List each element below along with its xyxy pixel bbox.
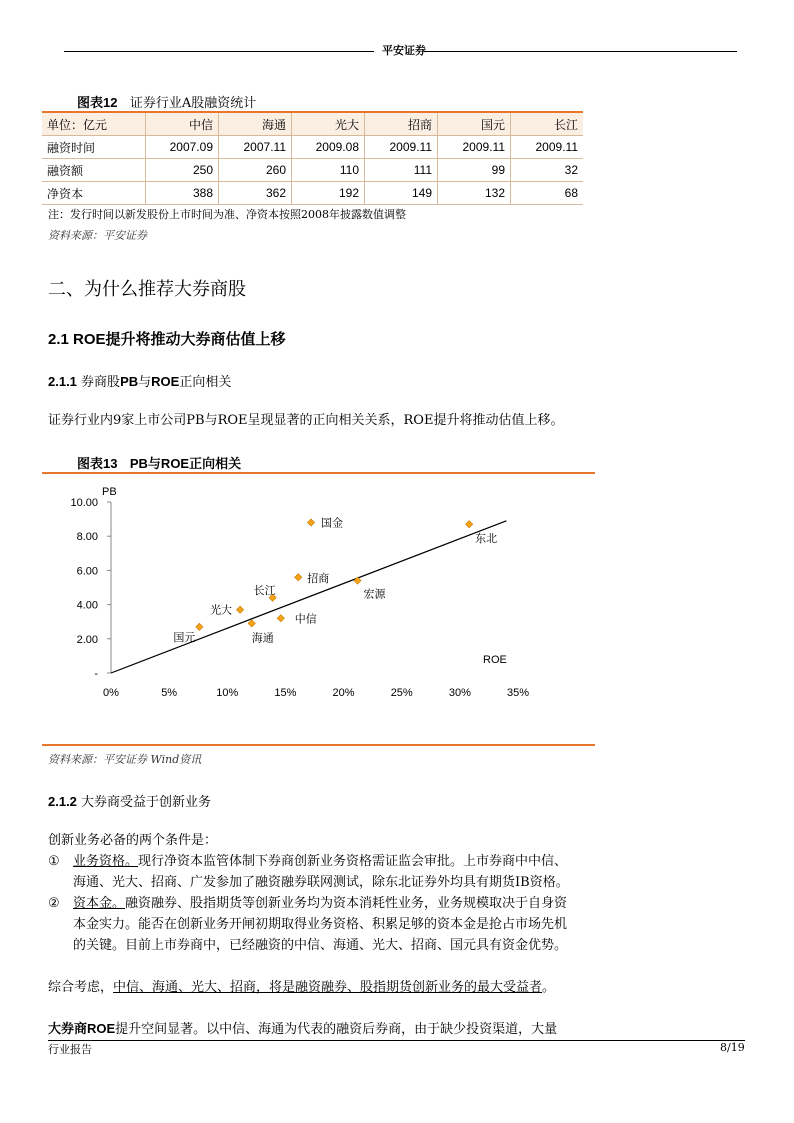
last-paragraph (48, 1018, 557, 1040)
x-tick-label: 10% (216, 687, 239, 699)
trend-line (111, 521, 506, 673)
table-row (42, 136, 583, 159)
table-cell: 192 (292, 182, 365, 205)
x-tick-label: 0% (103, 687, 119, 699)
data-label: 光大 (210, 603, 233, 617)
chart-top-rule (42, 472, 595, 474)
table-cell: 融资额 (42, 159, 146, 182)
table-cell: 净资本 (42, 182, 146, 205)
x-tick-label: 30% (448, 687, 471, 699)
table-source: 资料来源：平安证券 (48, 229, 147, 242)
header-rule-left (64, 51, 374, 52)
data-label: 中信 (294, 612, 317, 626)
chart-source: 资料来源：平安证券 Wind资讯 (48, 753, 202, 766)
table-cell: 260 (219, 159, 292, 182)
list-item-text: 现行净资本监管体制下券商创新业务资格需证监会审批。上市券商中中信、 (138, 854, 568, 869)
data-point (295, 574, 302, 581)
y-tick-label: - (94, 668, 98, 680)
data-point (248, 620, 255, 627)
table-header-cell: 单位：亿元 (42, 112, 146, 136)
table-row (42, 159, 583, 182)
list-item-text: 海通、光大、招商、广发参加了融资融券联网测试，除东北证券外均具有期货IB资格。 (73, 875, 569, 890)
table-cell: 250 (146, 159, 219, 182)
table-header-cell: 招商 (365, 112, 438, 136)
table-cell: 149 (365, 182, 438, 205)
table-header-cell: 光大 (292, 112, 365, 136)
table-note: 注：发行时间以新发股份上市时间为准、净资本按照2008年披露数值调整 (48, 208, 406, 221)
table-cell: 111 (365, 159, 438, 182)
x-tick-label: 5% (161, 687, 178, 699)
footer-report-type: 行业报告 (48, 1043, 92, 1056)
paragraph-2-intro: 创新业务必备的两个条件是： (48, 833, 218, 848)
x-tick-label: 35% (506, 687, 530, 699)
y-tick-label: 10.00 (70, 497, 98, 509)
y-tick-label: 6.00 (76, 565, 98, 578)
table-cell: 融资时间 (42, 136, 146, 159)
data-point (277, 615, 284, 622)
financing-table (42, 111, 583, 205)
figure-title-text: 证券行业A股融资统计 (129, 96, 257, 111)
pb-roe-scatter-chart (40, 478, 560, 708)
chart-figure-title (77, 453, 241, 472)
data-label: 东北 (475, 532, 498, 546)
subsubsection-title-2: 2.1.2 大券商受益于创新业务 (48, 794, 212, 810)
list-item-key: 业务资格。 (73, 854, 139, 869)
table-cell: 2009.11 (365, 136, 438, 159)
table-cell: 68 (511, 182, 584, 205)
table-cell: 2009.11 (438, 136, 511, 159)
list-item (48, 851, 608, 893)
subsection-title: 2.1 ROE提升将推动大券商估值上移 (48, 331, 286, 348)
data-point (354, 577, 361, 584)
summary-paragraph (48, 977, 555, 998)
table-header-row (42, 112, 583, 136)
summary-highlight: 中信、海通、光大、招商，将是融资融券、股指期货创新业务的最大受益者 (113, 980, 543, 995)
figure-label: 图表13 (77, 456, 118, 471)
table-cell: 32 (511, 159, 584, 182)
section-title: 二、为什么推荐大券商股 (48, 279, 246, 300)
x-axis-label: ROE (483, 654, 507, 666)
data-point (196, 623, 203, 630)
data-point (236, 606, 243, 613)
x-tick-label: 20% (332, 687, 355, 699)
footer-rule (48, 1040, 745, 1041)
list-item-text: 本金实力。能否在创新业务开闸初期取得业务资格、积累足够的资本金是抢占市场先机 (73, 917, 568, 932)
footer-page-number: 8/19 (720, 1041, 745, 1054)
table-header-cell: 中信 (146, 112, 219, 136)
y-tick-label: 4.00 (76, 599, 98, 612)
list-item (48, 893, 608, 956)
x-tick-label: 25% (390, 687, 413, 699)
table-header-cell: 国元 (438, 112, 511, 136)
data-label: 国金 (321, 516, 344, 530)
list-item-key: 资本金。 (73, 896, 126, 911)
paragraph-1: 证券行业内9家上市公司PB与ROE呈现显著的正向相关关系，ROE提升将推动估值上移。 (48, 413, 564, 428)
table-cell: 2009.08 (292, 136, 365, 159)
data-label: 国元 (173, 630, 196, 644)
list-item-text: 融资融券、股指期货等创新业务均为资本消耗性业务，业务规模取决于自身资 (125, 896, 568, 911)
data-point (466, 521, 473, 528)
summary-prefix: 综合考虑， (48, 980, 114, 995)
y-tick-label: 2.00 (76, 633, 98, 646)
list-marker: ① (48, 854, 60, 869)
list-marker: ② (48, 896, 60, 911)
list-item-text: 的关键。目前上市券商中，已经融资的中信、海通、光大、招商、国元具有资金优势。 (73, 938, 568, 953)
x-tick-label: 15% (274, 687, 297, 699)
last-paragraph-text: 提升空间显著。以中信、海通为代表的融资后券商，由于缺少投资渠道，大量 (115, 1022, 558, 1037)
table-cell: 99 (438, 159, 511, 182)
table-cell: 388 (146, 182, 219, 205)
subsubsection-title-1: 2.1.1 券商股PB与ROE正向相关 (48, 374, 232, 390)
table-cell: 2007.11 (219, 136, 292, 159)
data-label: 宏源 (363, 587, 386, 601)
table-cell: 110 (292, 159, 365, 182)
table-cell: 362 (219, 182, 292, 205)
table-header-cell: 海通 (219, 112, 292, 136)
header-rule-right (424, 51, 737, 52)
table-cell: 2009.11 (511, 136, 584, 159)
data-point (307, 519, 314, 526)
table-figure-title (77, 92, 256, 111)
last-paragraph-bold: 大券商ROE (48, 1021, 116, 1036)
summary-suffix: 。 (542, 980, 556, 995)
chart-bottom-rule (42, 744, 595, 746)
y-axis-label: PB (102, 486, 117, 498)
table-cell: 132 (438, 182, 511, 205)
brand-logo: 平安证券 (382, 44, 426, 57)
figure-label: 图表12 (77, 95, 118, 110)
data-label: 长江 (253, 583, 276, 597)
figure-title-text: PB与ROE正向相关 (129, 456, 242, 471)
data-label: 招商 (307, 572, 330, 586)
data-label: 海通 (251, 631, 274, 645)
y-tick-label: 8.00 (76, 531, 98, 544)
table-row (42, 182, 583, 205)
table-header-cell: 长江 (511, 112, 584, 136)
table-cell: 2007.09 (146, 136, 219, 159)
